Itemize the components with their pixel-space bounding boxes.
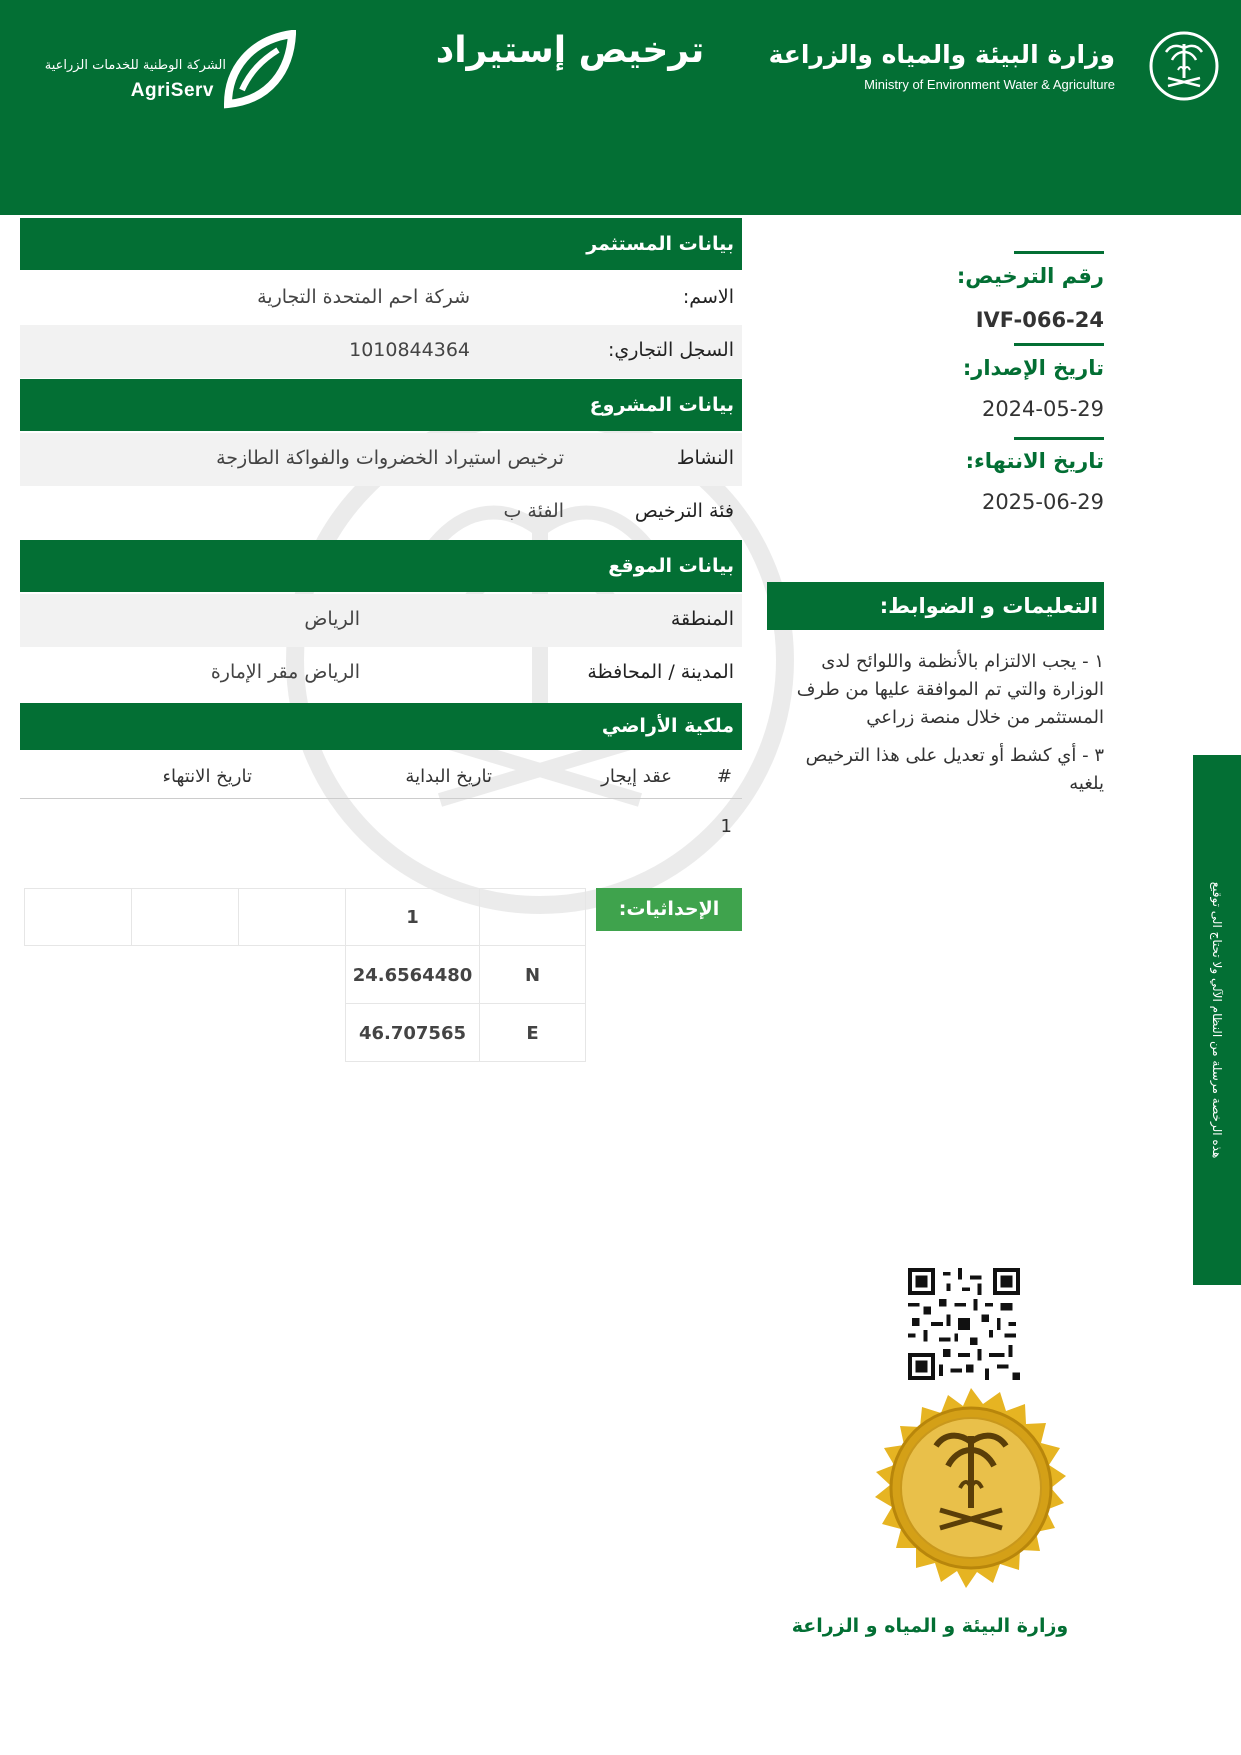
project-category-label: فئة الترخيص	[634, 500, 734, 522]
land-col-number: #	[716, 766, 732, 787]
instructions-header: التعليمات و الضوابط:	[767, 582, 1104, 630]
land-row-number: 1	[720, 816, 732, 837]
instruction-item: ١ - يجب الالتزام بالأنظمة واللوائح لدى الوزارة والتي تم الموافقة عليها من طرف المستثمر من خلال منصة زراعي	[796, 651, 1104, 728]
project-activity-value: ترخيص استيراد الخضروات والفواكة الطازجة	[216, 447, 564, 469]
divider	[1014, 437, 1104, 440]
investor-cr-row	[20, 325, 742, 378]
seal-caption: وزارة البيئة و المياه و الزراعة	[791, 1615, 1069, 1637]
location-city-row	[20, 647, 742, 700]
land-col-lease: عقد إيجار	[601, 766, 672, 787]
coordinates-empty-cell	[479, 888, 586, 946]
palm-emblem-icon	[1148, 30, 1220, 102]
section-location-header: بيانات الموقع	[20, 540, 742, 592]
investor-name-value: شركة احم المتحدة التجارية	[257, 286, 470, 308]
coordinates-empty-cell	[238, 888, 346, 946]
location-region-value: الرياض	[304, 608, 360, 630]
investor-name-row	[20, 272, 742, 325]
location-city-value: الرياض مقر الإمارة	[210, 661, 360, 683]
divider	[1014, 343, 1104, 346]
investor-cr-value: 1010844364	[349, 339, 470, 361]
section-land-header: ملكية الأراضي	[20, 703, 742, 750]
side-note-bar	[1193, 755, 1241, 1285]
agriserv-logo	[36, 28, 296, 112]
project-category-value: الفئة ب	[503, 500, 564, 522]
coordinate-e-label: E	[479, 1003, 586, 1062]
land-table-header	[20, 752, 742, 799]
side-note-text: هذه الرخصة مرسلة من النظام الآلي ولا تحتاج الى توقيع	[1210, 881, 1224, 1159]
project-activity-row	[20, 433, 742, 486]
coordinates-point-number: 1	[345, 888, 480, 946]
leaf-icon	[220, 30, 296, 110]
investor-name-label: الاسم:	[682, 286, 734, 308]
project-category-row	[20, 486, 742, 539]
location-city-label: المدينة / المحافظة	[587, 661, 734, 683]
ministry-arabic-name: وزارة البيئة والمياه والزراعة	[768, 40, 1115, 69]
license-number-value: IVF-066-24	[975, 308, 1104, 332]
location-region-label: المنطقة	[670, 608, 734, 630]
section-investor-header: بيانات المستثمر	[20, 218, 742, 270]
instruction-item: ٣ - أي كشط أو تعديل على هذا الترخيص يلغيه	[805, 745, 1104, 794]
coordinates-label: الإحداثيات:	[596, 888, 742, 931]
gold-seal-icon	[866, 1388, 1076, 1598]
agriserv-arabic-name: الشركة الوطنية للخدمات الزراعية	[44, 58, 226, 73]
issue-date-label: تاريخ الإصدار:	[962, 356, 1104, 380]
agriserv-english-name: AgriServ	[130, 80, 214, 101]
issue-date-value: 2024-05-29	[981, 397, 1104, 421]
license-number-label: رقم الترخيص:	[956, 264, 1104, 288]
coordinates-empty-cell	[131, 888, 239, 946]
investor-cr-label: السجل التجاري:	[607, 339, 734, 361]
location-region-row	[20, 594, 742, 647]
project-activity-label: النشاط	[676, 447, 734, 469]
ministry-english-name: Ministry of Environment Water & Agriculture	[864, 77, 1115, 92]
table-row	[20, 800, 742, 850]
coordinate-n-label: N	[479, 945, 586, 1004]
ministry-logo	[768, 30, 1220, 110]
land-col-start: تاريخ البداية	[405, 766, 492, 787]
coordinates-empty-cell	[24, 888, 132, 946]
expiry-date-label: تاريخ الانتهاء:	[965, 449, 1104, 473]
land-col-end: تاريخ الانتهاء	[162, 766, 252, 787]
section-project-header: بيانات المشروع	[20, 379, 742, 431]
expiry-date-value: 2025-06-29	[981, 490, 1104, 514]
coordinate-e-value: 46.707565	[345, 1003, 480, 1062]
document-title: ترخيص إستيراد	[435, 30, 705, 71]
qr-code-icon	[908, 1268, 1020, 1380]
divider	[1014, 251, 1104, 254]
coordinate-n-value: 24.6564480	[345, 945, 480, 1004]
